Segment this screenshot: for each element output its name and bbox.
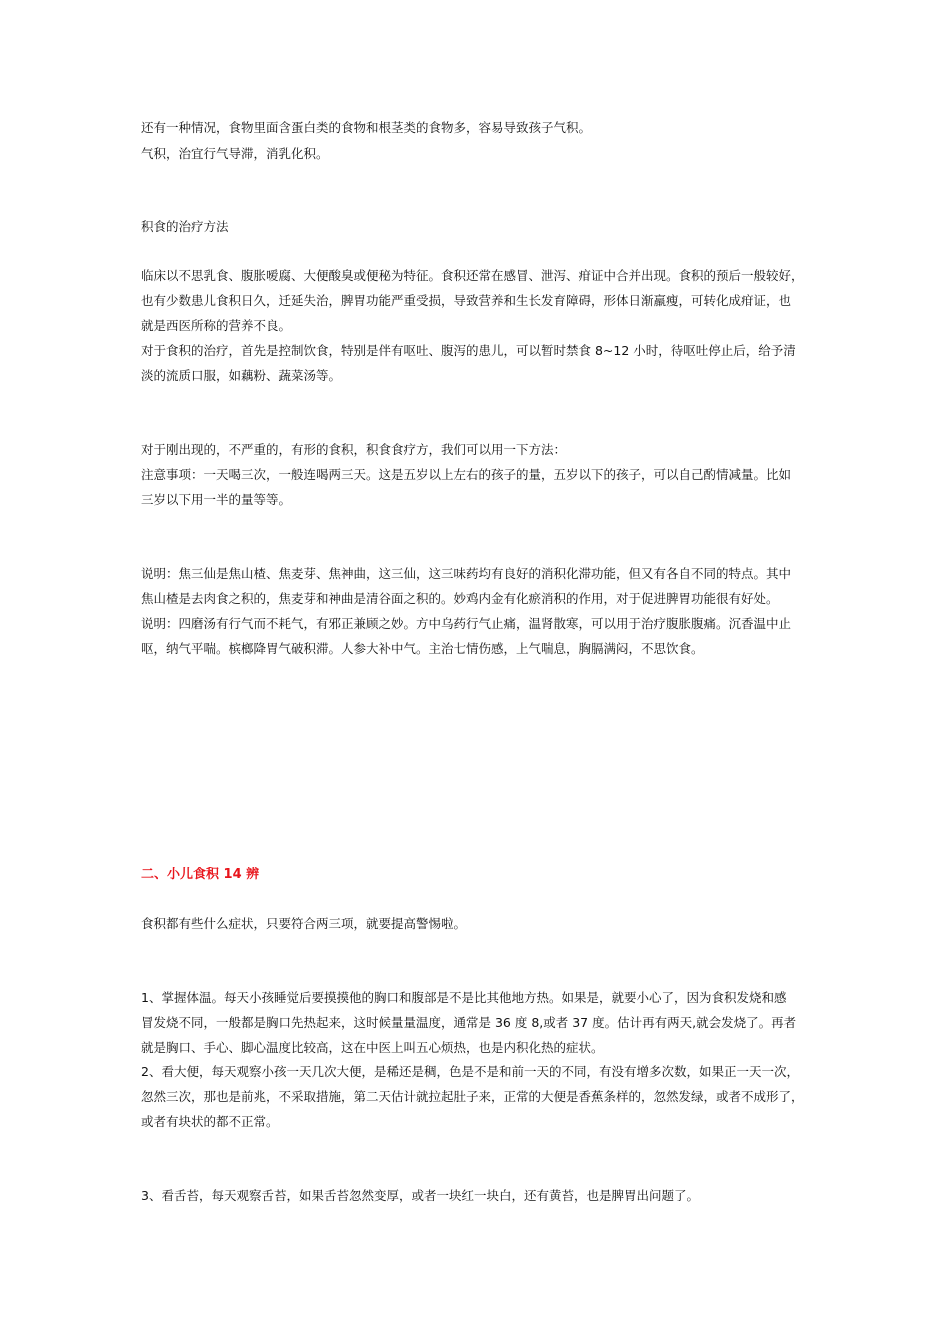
text-line: 也有少数患儿食积日久，迁延失治，脾胃功能严重受损，导致营养和生长发育障碍，形体日渐羸瘦，可转化成疳证，也: [141, 293, 792, 308]
text-line: 就是西医所称的营养不良。: [141, 318, 292, 333]
text-line: 对于刚出现的，不严重的，有形的食积，积食食疗方，我们可以用一下方法：: [141, 442, 567, 457]
text-line: 气积，治宜行气导滞，消乳化积。: [141, 146, 329, 161]
section-title: 积食的治疗方法: [141, 219, 229, 234]
text-line: 淡的流质口服，如藕粉、蔬菜汤等。: [141, 368, 342, 383]
text-line: 临床以不思乳食、腹胀嗳腐、大便酸臭或便秘为特征。食积还常在感冒、泄泻、疳证中合并出现。食积的预后一般较好，: [141, 268, 804, 283]
text-line: 就是胸口、手心、脚心温度比较高，这在中医上叫五心烦热，也是内积化热的症状。: [141, 1040, 604, 1055]
text-line: 3、看舌苔，每天观察舌苔，如果舌苔忽然变厚，或者一块红一块白，还有黄苔，也是脾胃出问题了。: [141, 1188, 699, 1203]
text-line: 说明：焦三仙是焦山楂、焦麦芽、焦神曲，这三仙，这三味药均有良好的消积化滞功能，但又有各自不同的特点。其中: [141, 566, 792, 581]
text-line: 对于食积的治疗，首先是控制饮食，特别是伴有呕吐、腹泻的患儿，可以暂时禁食 8~12 小时，待呕吐停止后，给予清: [141, 343, 796, 358]
text-line: 说明：四磨汤有行气而不耗气，有邪正兼顾之妙。方中乌药行气止痛，温肾散寒，可以用于治疗腹胀腹痛。沉香温中止: [141, 616, 792, 631]
text-line: 或者有块状的都不正常。: [141, 1114, 279, 1129]
text-line: 食积都有些什么症状，只要符合两三项，就要提高警惕啦。: [141, 916, 467, 931]
text-line: 1、掌握体温。每天小孩睡觉后要摸摸他的胸口和腹部是不是比其他地方热。如果是，就要小心了，因为食积发烧和感: [141, 990, 787, 1005]
text-line: 冒发烧不同，一般都是胸口先热起来，这时候量量温度，通常是 36 度 8,或者 37 度。估计再有两天,就会发烧了。再者: [141, 1015, 797, 1030]
text-line: 2、看大便，每天观察小孩一天几次大便，是稀还是稠，色是不是和前一天的不同，有没有增多次数，如果正一天一次，: [141, 1064, 799, 1079]
text-line: 三岁以下用一半的量等等。: [141, 492, 292, 507]
text-line: 焦山楂是去肉食之积的，焦麦芽和神曲是清谷面之积的。妙鸡内金有化瘀消积的作用，对于促进脾胃功能很有好处。: [141, 591, 779, 606]
text-line: 注意事项：一天喝三次，一般连喝两三天。这是五岁以上左右的孩子的量，五岁以下的孩子，可以自己酌情减量。比如: [141, 467, 792, 482]
text-line: 还有一种情况，食物里面含蛋白类的食物和根茎类的食物多，容易导致孩子气积。: [141, 120, 592, 135]
text-line: 忽然三次，那也是前兆，不采取措施，第二天估计就拉起肚子来，正常的大便是香蕉条样的，忽然发绿，或者不成形了，: [141, 1089, 804, 1104]
text-line: 呕，纳气平喘。槟榔降胃气破积滞。人参大补中气。主治七情伤感，上气喘息，胸膈满闷，不思饮食。: [141, 641, 704, 656]
section-heading: 二、小儿食积 14 辨: [141, 867, 260, 882]
